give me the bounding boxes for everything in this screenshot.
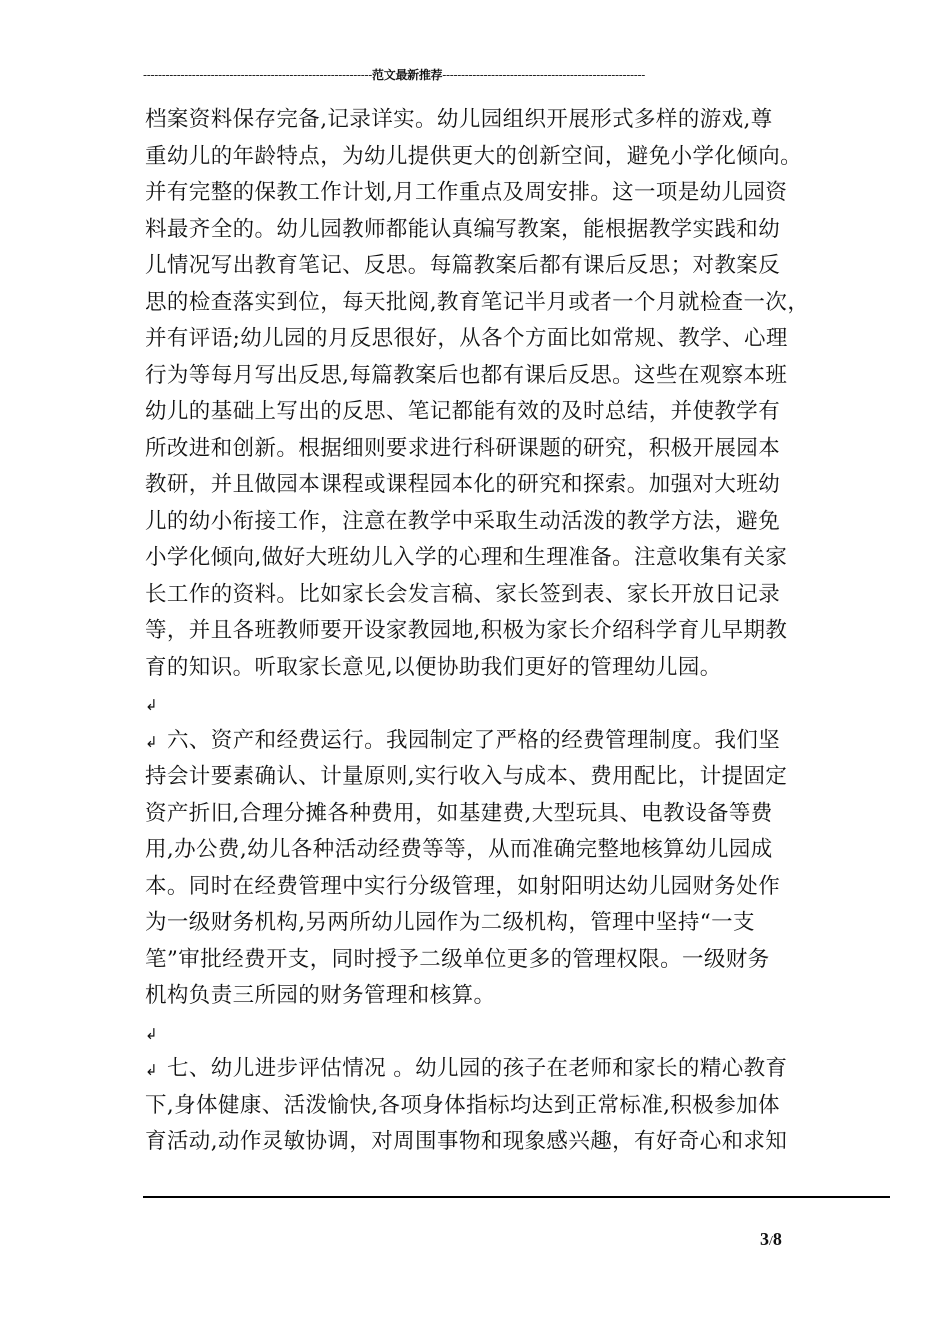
page-header xyxy=(143,66,807,84)
text-line: 所改进和创新。根据细则要求进行科研课题的研究，积极开展园本 xyxy=(145,435,781,461)
text-line: 儿的幼小衔接工作，注意在教学中采取生动活泼的教学方法，避免 xyxy=(145,508,781,534)
header-left-rule: ------------------------------------------------------------- xyxy=(143,68,373,82)
text-line: 用,办公费,幼儿各种活动经费等等，从而准确完整地核算幼儿园成 xyxy=(145,837,773,862)
empty-paragraph xyxy=(145,1015,835,1052)
text-line: 育的知识。听取家长意见,以便协助我们更好的管理幼儿园。 xyxy=(145,654,722,680)
text-line: 幼儿的基础上写出的反思、笔记都能有效的及时总结，并使教学有 xyxy=(145,399,781,424)
text-line: 持会计要素确认、计量原则,实行收入与成本、费用配比，计提固定 xyxy=(145,764,788,789)
text-line: 机构负责三所园的财务管理和核算。 xyxy=(145,983,496,1008)
page-separator: / xyxy=(769,1234,773,1249)
document-body xyxy=(145,102,835,1161)
text-line: 为一级财务机构,另两所幼儿园作为二级机构，管理中坚持“一支 xyxy=(145,910,755,935)
text-line: 并有评语;幼儿园的月反思很好，从各个方面比如常规、教学、心理 xyxy=(145,326,788,351)
text-line: 教研，并且做园本课程或课程园本化的研究和探索。加强对大班幼 xyxy=(145,472,781,497)
page-current: 3 xyxy=(760,1229,769,1249)
paragraph-mark-icon: ↲ xyxy=(145,732,158,751)
footer-divider xyxy=(143,1196,890,1198)
paragraph-mark-icon: ↲ xyxy=(145,1061,158,1079)
section-six-heading-line: 六、资产和经费运行。我园制定了严格的经费管理制度。我们坚 xyxy=(167,727,781,753)
text-line xyxy=(145,723,835,760)
text-line: 儿情况写出教育笔记、反思。每篇教案后都有课后反思；对教案反 xyxy=(145,253,781,278)
text-line: 重幼儿的年龄特点，为幼儿提供更大的创新空间，避免小学化倾向。 xyxy=(145,143,803,169)
text-line xyxy=(145,1051,835,1088)
text-line: 育活动,动作灵敏协调，对周围事物和现象感兴趣，有好奇心和求知 xyxy=(145,1129,788,1154)
paragraph-mark-icon: ↲ xyxy=(145,696,158,714)
text-line: 行为等每月写出反思,每篇教案后也都有课后反思。这些在观察本班 xyxy=(145,362,788,388)
empty-paragraph xyxy=(145,686,835,723)
text-line: 等，并且各班教师要开设家教园地,积极为家长介绍科学育儿早期教 xyxy=(145,618,788,643)
text-line: 笔”审批经费开支，同时授予二级单位更多的管理权限。一级财务 xyxy=(145,946,770,972)
text-line: 下,身体健康、活泼愉快,各项身体指标均达到正常标准,积极参加体 xyxy=(145,1092,780,1118)
header-right-rule: ------------------------------------------------------ xyxy=(442,68,646,82)
page-number xyxy=(760,1228,840,1253)
header-title: 范文最新推荐 xyxy=(372,68,443,82)
text-line: 档案资料保存完备,记录详实。幼儿园组织开展形式多样的游戏,尊 xyxy=(145,107,773,132)
text-line: 长工作的资料。比如家长会发言稿、家长签到表、家长开放日记录 xyxy=(145,581,781,607)
paragraph-mark-icon: ↲ xyxy=(145,1024,158,1043)
text-line: 料最齐全的。幼儿园教师都能认真编写教案，能根据教学实践和幼 xyxy=(145,216,781,242)
section-seven-heading-line: 七、幼儿进步评估情况 。幼儿园的孩子在老师和家长的精心教育 xyxy=(167,1056,788,1081)
text-line: 本。同时在经费管理中实行分级管理，如射阳明达幼儿园财务处作 xyxy=(145,873,781,899)
text-line: 思的检查落实到位，每天批阅,教育笔记半月或者一个月就检查一次， xyxy=(145,289,810,315)
text-line: 资产折旧,合理分摊各种费用，如基建费,大型玩具、电教设备等费 xyxy=(145,800,773,826)
text-line: 小学化倾向,做好大班幼儿入学的心理和生理准备。注意收集有关家 xyxy=(145,545,788,570)
text-line: 并有完整的保教工作计划,月工作重点及周安排。这一项是幼儿园资 xyxy=(145,180,788,205)
page-total: 8 xyxy=(772,1229,782,1249)
